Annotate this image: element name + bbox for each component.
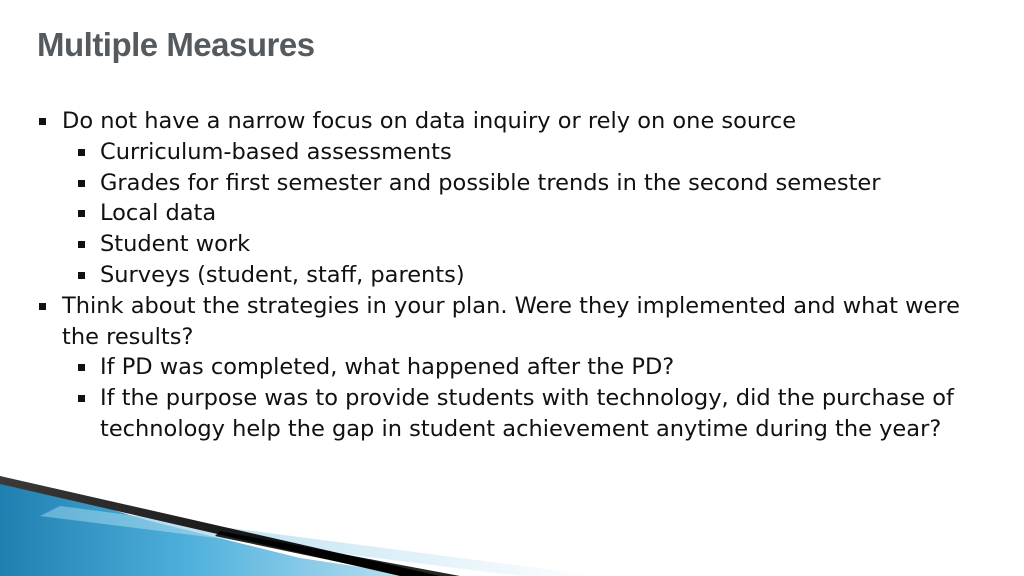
square-bullet-icon [78,241,85,248]
sub-bullet-item [34,198,994,229]
bullet-text: Grades for first semester and possible trends in the second semester [100,169,881,196]
square-bullet-icon [39,303,46,310]
square-bullet-icon [78,364,85,371]
bullet-item [34,291,994,353]
sub-bullet-item [34,229,994,260]
square-bullet-icon [78,395,85,402]
square-bullet-icon [78,180,85,187]
bullet-text: Student work [100,231,251,258]
bullet-text: If PD was completed, what happened after the PD? [100,354,675,381]
bullet-list [34,106,994,445]
square-bullet-icon [78,272,85,279]
sub-bullet-item [34,260,994,291]
square-bullet-icon [78,149,85,156]
sub-bullet-item [34,383,994,445]
bullet-text: Curriculum-based assessments [100,138,452,165]
sub-bullet-item [34,137,994,168]
bullet-text: Local data [100,200,217,227]
bullet-item [34,106,994,137]
bullet-text: Do not have a narrow focus on data inquiry or rely on one source [62,108,797,134]
bullet-text: Think about the strategies in your plan. Were they implemented and what were the results? [62,292,960,350]
sub-bullet-item [34,352,994,383]
slide-title: Multiple Measures [37,26,315,63]
decorative-swoosh [0,476,1024,576]
sub-bullet-item [34,168,994,199]
bullet-text: Surveys (student, staff, parents) [100,261,465,288]
square-bullet-icon [39,118,46,125]
bullet-text: If the purpose was to provide students with technology, did the purchase of technology help the gap in student achievement anytime during the year? [100,385,954,442]
square-bullet-icon [78,210,85,217]
